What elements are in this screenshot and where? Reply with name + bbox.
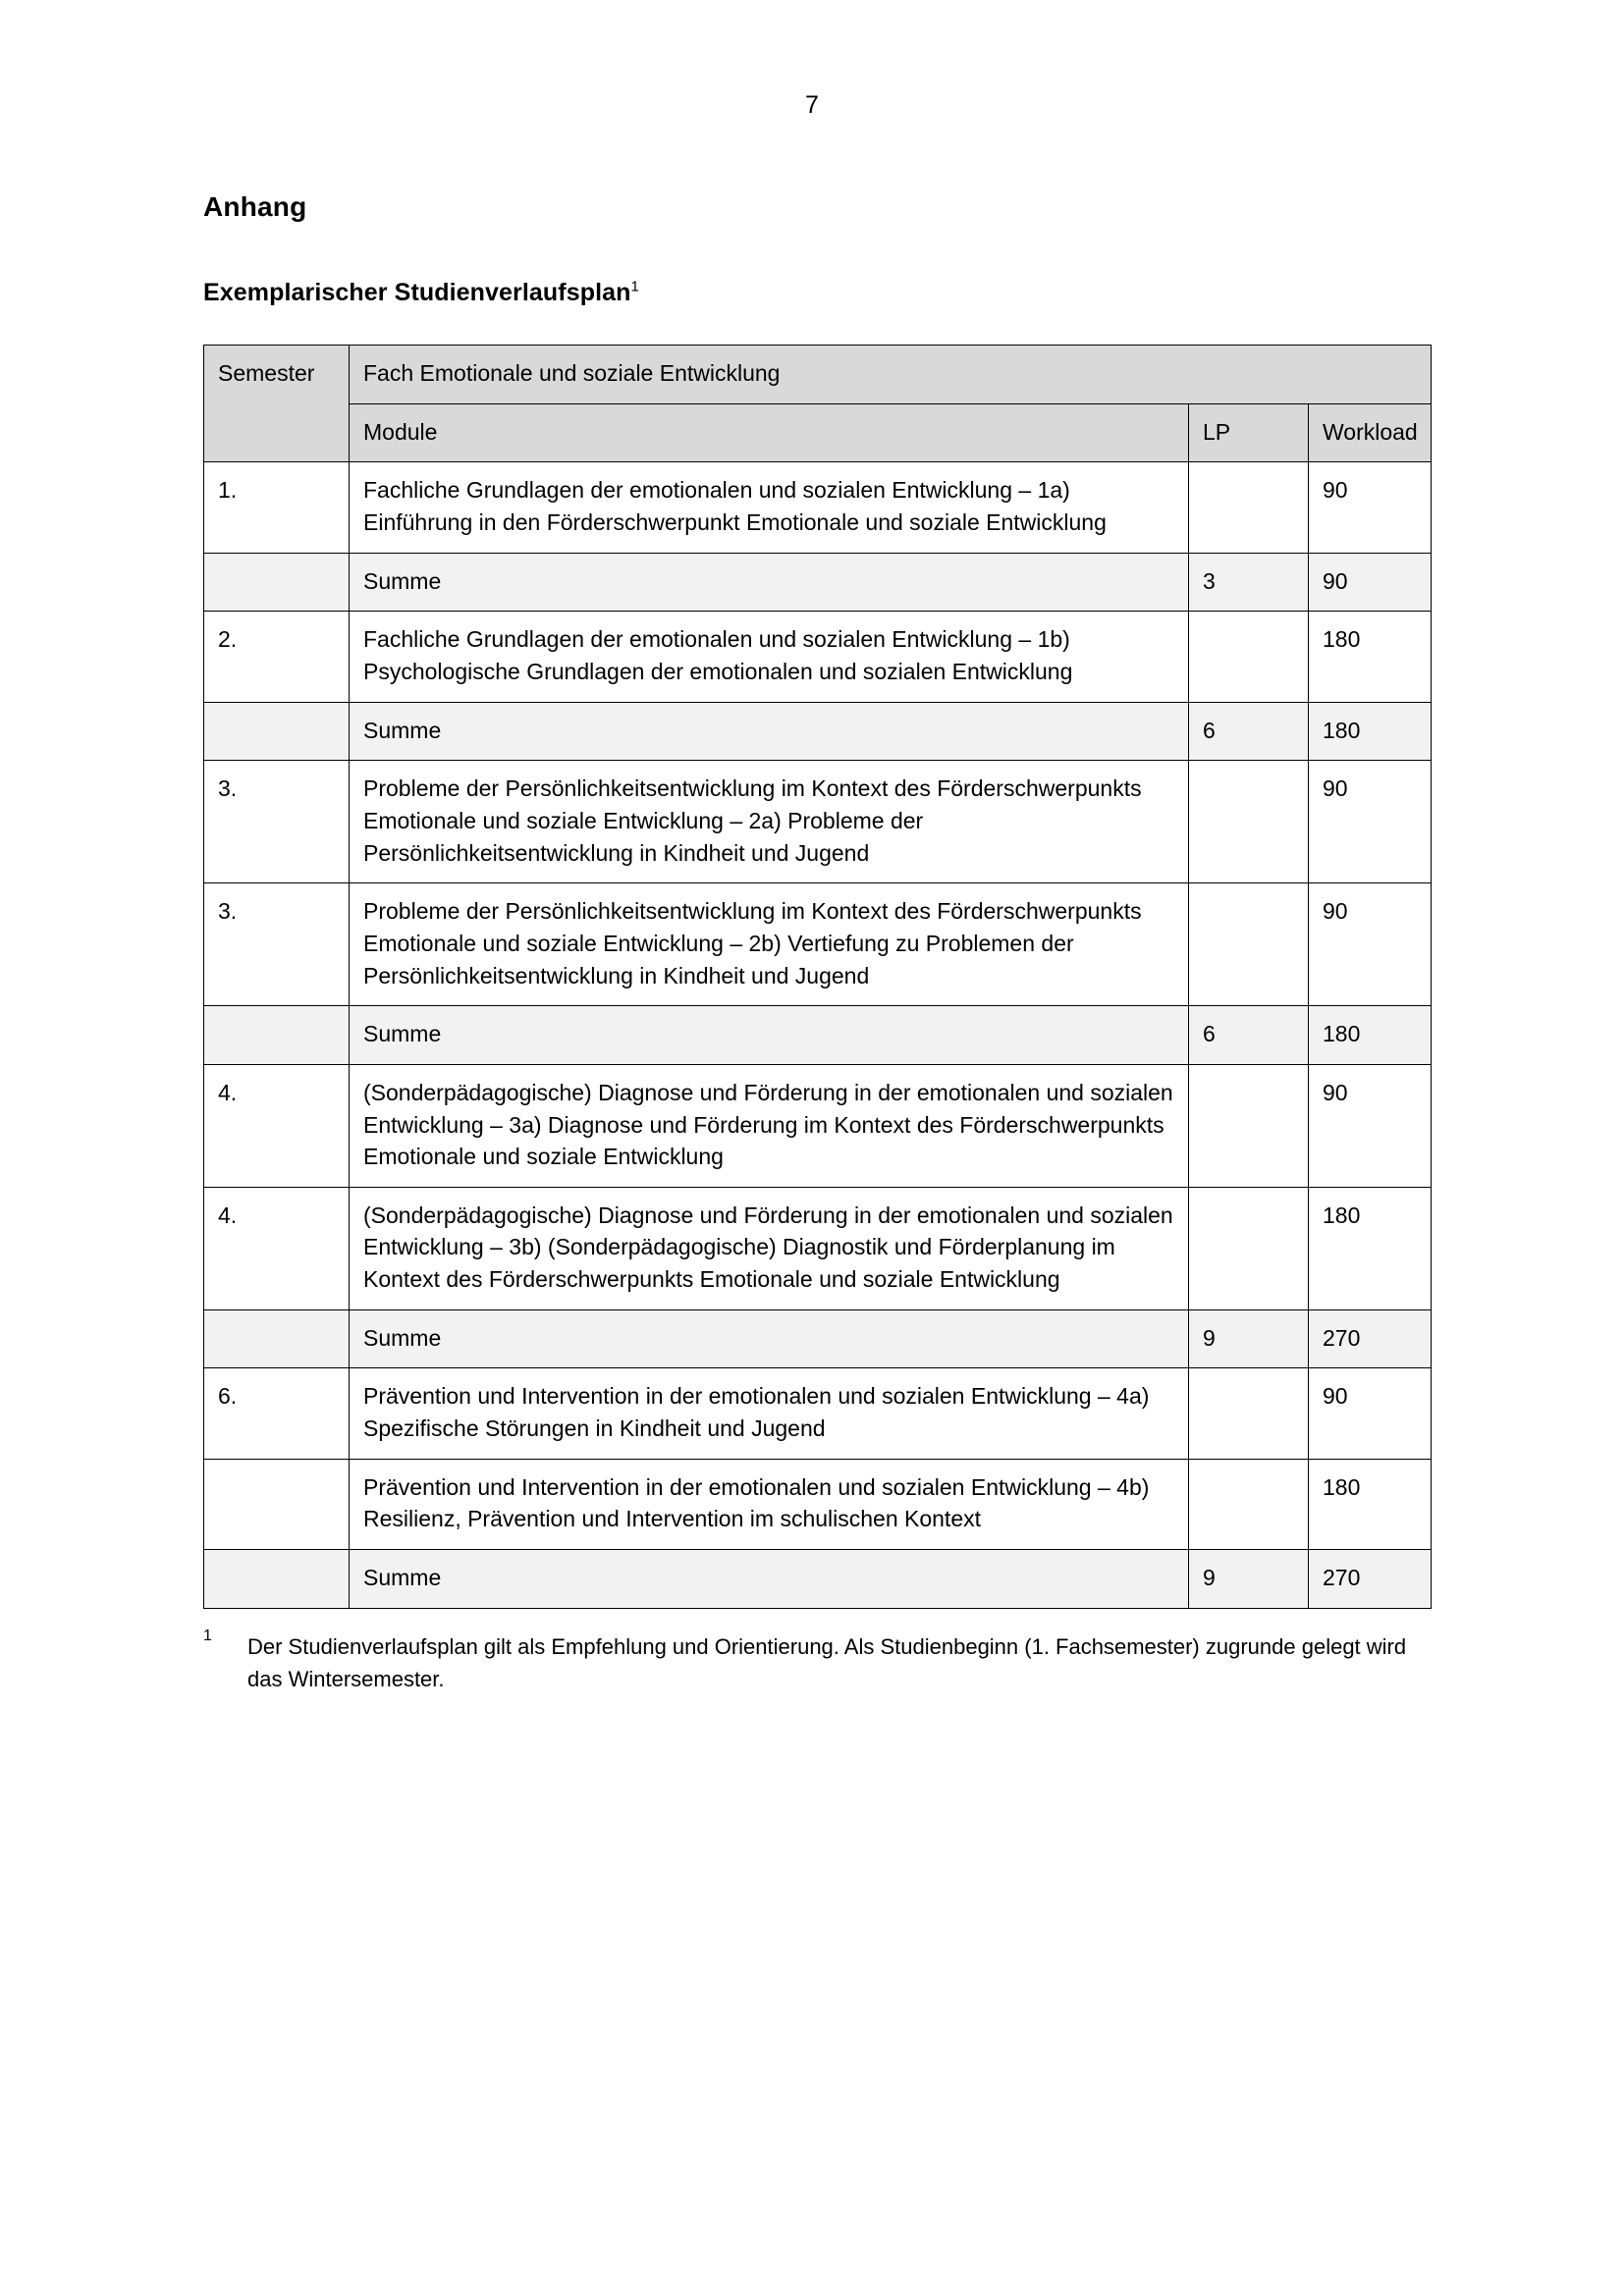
- table-row-sum: [204, 553, 1432, 612]
- table-row-sum: [204, 1309, 1432, 1368]
- cell-module: Summe: [350, 1550, 1189, 1609]
- header-module: Module: [350, 403, 1189, 462]
- cell-workload: 180: [1309, 1459, 1432, 1549]
- page-content: [203, 191, 1431, 1695]
- cell-workload: 180: [1309, 702, 1432, 761]
- cell-module: Fachliche Grundlagen der emotionalen und sozialen Entwicklung – 1a) Einführung in den Förderschwerpunkt Emotionale und soziale Entwicklung: [350, 462, 1189, 553]
- table-row: [204, 1187, 1432, 1309]
- cell-semester: [204, 553, 350, 612]
- cell-module: (Sonderpädagogische) Diagnose und Förderung in der emotionalen und sozialen Entwicklung – 3a) Diagnose und Förderung im Kontext des Förderschwerpunkts Emotionale und soziale Entwicklung: [350, 1064, 1189, 1187]
- cell-workload: 270: [1309, 1309, 1432, 1368]
- table-row: [204, 1459, 1432, 1549]
- footnote-text: Der Studienverlaufsplan gilt als Empfehlung und Orientierung. Als Studienbeginn (1. Fachsemester) zugrunde gelegt wird das Wintersemester.: [247, 1633, 1407, 1691]
- subsection-title: [203, 279, 1431, 307]
- cell-semester: 3.: [204, 761, 350, 883]
- cell-lp: 3: [1189, 553, 1309, 612]
- cell-module: (Sonderpädagogische) Diagnose und Förderung in der emotionalen und sozialen Entwicklung – 3b) (Sonderpädagogische) Diagnostik und Förderplanung im Kontext des Förderschwerpunkts Emotionale und soziale Entwicklung: [350, 1187, 1189, 1309]
- cell-semester: 2.: [204, 612, 350, 702]
- subsection-title-text: Exemplarischer Studienverlaufsplan: [203, 279, 631, 306]
- header-subject: Fach Emotionale und soziale Entwicklung: [350, 346, 1432, 404]
- cell-module: Fachliche Grundlagen der emotionalen und sozialen Entwicklung – 1b) Psychologische Grundlagen der emotionalen und sozialen Entwicklung: [350, 612, 1189, 702]
- footnote: [203, 1627, 1431, 1695]
- study-plan-table: [203, 345, 1432, 1609]
- cell-semester: [204, 1550, 350, 1609]
- cell-semester: [204, 1309, 350, 1368]
- cell-lp: [1189, 761, 1309, 883]
- table-row: [204, 761, 1432, 883]
- cell-lp: 6: [1189, 1006, 1309, 1065]
- cell-semester: 1.: [204, 462, 350, 553]
- table-header-row-columns: [204, 403, 1432, 462]
- cell-workload: 180: [1309, 612, 1432, 702]
- cell-workload: 90: [1309, 1064, 1432, 1187]
- header-lp: LP: [1189, 403, 1309, 462]
- cell-workload: 90: [1309, 761, 1432, 883]
- cell-lp: [1189, 1064, 1309, 1187]
- table-row: [204, 1064, 1432, 1187]
- cell-lp: [1189, 1368, 1309, 1459]
- cell-workload: 90: [1309, 883, 1432, 1006]
- table-row: [204, 612, 1432, 702]
- cell-workload: 180: [1309, 1187, 1432, 1309]
- table-row-sum: [204, 702, 1432, 761]
- cell-workload: 180: [1309, 1006, 1432, 1065]
- table-header-row-subject: [204, 346, 1432, 404]
- table-body: [204, 462, 1432, 1608]
- cell-semester: 6.: [204, 1368, 350, 1459]
- page-number: 7: [805, 91, 819, 119]
- cell-module: Prävention und Intervention in der emotionalen und sozialen Entwicklung – 4b) Resilienz, Prävention und Intervention im schulischen Kontext: [350, 1459, 1189, 1549]
- cell-workload: 90: [1309, 462, 1432, 553]
- table-row-sum: [204, 1550, 1432, 1609]
- table-header: [204, 346, 1432, 462]
- cell-lp: 9: [1189, 1309, 1309, 1368]
- header-semester: Semester: [204, 346, 350, 462]
- cell-module: Summe: [350, 553, 1189, 612]
- cell-lp: [1189, 462, 1309, 553]
- footnote-marker: 1: [630, 278, 639, 295]
- cell-module: Probleme der Persönlichkeitsentwicklung im Kontext des Förderschwerpunkts Emotionale und soziale Entwicklung – 2b) Vertiefung zu Problemen der Persönlichkeitsentwicklung in Kindheit und Jugend: [350, 883, 1189, 1006]
- footnote-mark: 1: [203, 1627, 212, 1644]
- cell-semester: 4.: [204, 1064, 350, 1187]
- cell-semester: 4.: [204, 1187, 350, 1309]
- cell-module: Probleme der Persönlichkeitsentwicklung im Kontext des Förderschwerpunkts Emotionale und soziale Entwicklung – 2a) Probleme der Persönlichkeitsentwicklung in Kindheit und Jugend: [350, 761, 1189, 883]
- table-row-sum: [204, 1006, 1432, 1065]
- cell-lp: [1189, 1187, 1309, 1309]
- cell-module: Summe: [350, 702, 1189, 761]
- cell-lp: 9: [1189, 1550, 1309, 1609]
- cell-semester: [204, 1006, 350, 1065]
- page-title: Anhang: [203, 191, 307, 222]
- cell-module: Summe: [350, 1309, 1189, 1368]
- cell-module: Prävention und Intervention in der emotionalen und sozialen Entwicklung – 4a) Spezifische Störungen in Kindheit und Jugend: [350, 1368, 1189, 1459]
- cell-semester: [204, 1459, 350, 1549]
- table-row: [204, 883, 1432, 1006]
- cell-semester: [204, 702, 350, 761]
- cell-workload: 270: [1309, 1550, 1432, 1609]
- cell-lp: [1189, 1459, 1309, 1549]
- cell-lp: 6: [1189, 702, 1309, 761]
- cell-semester: 3.: [204, 883, 350, 1006]
- cell-workload: 90: [1309, 553, 1432, 612]
- table-row: [204, 1368, 1432, 1459]
- cell-lp: [1189, 883, 1309, 1006]
- cell-workload: 90: [1309, 1368, 1432, 1459]
- cell-lp: [1189, 612, 1309, 702]
- header-workload: Workload: [1309, 403, 1432, 462]
- cell-module: Summe: [350, 1006, 1189, 1065]
- table-row: [204, 462, 1432, 553]
